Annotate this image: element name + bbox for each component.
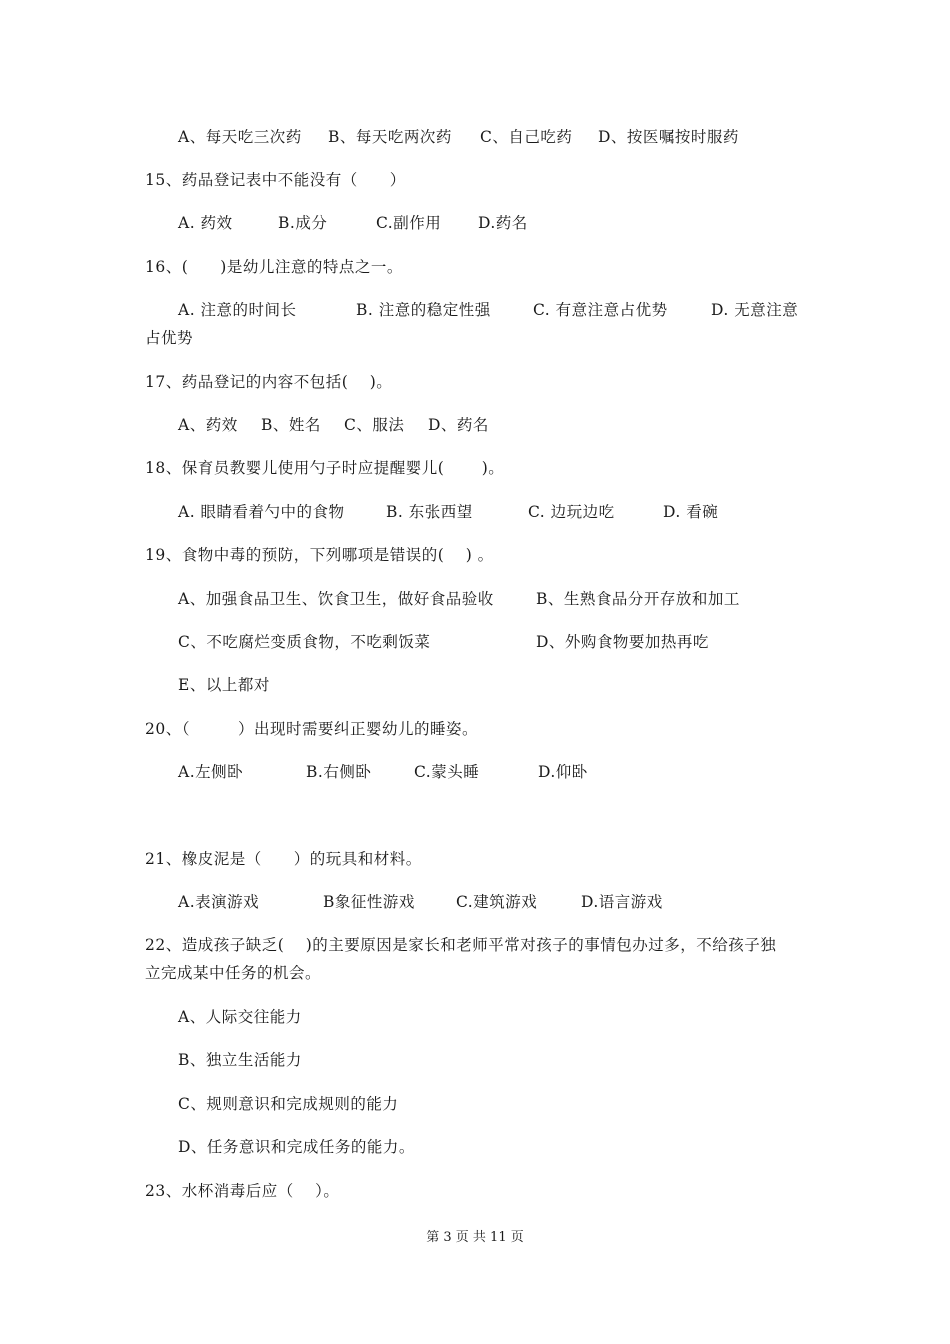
option: C.蒙头睡 <box>414 763 480 781</box>
option: C.建筑游戏 <box>456 893 538 911</box>
option: D. 无意注意 <box>711 301 799 319</box>
option: B. 注意的稳定性强 <box>356 301 491 319</box>
option: C、自己吃药 <box>480 128 573 146</box>
option: C、不吃腐烂变质食物，不吃剩饭菜 <box>178 633 431 651</box>
option: C. 有意注意占优势 <box>533 301 668 319</box>
option: C.副作用 <box>376 214 442 232</box>
option: C、规则意识和完成规则的能力 <box>178 1095 399 1113</box>
option: D、外购食物要加热再吃 <box>536 633 709 651</box>
question-stem: 16、( )是幼儿注意的特点之一。 <box>145 258 403 276</box>
question-stem: 20、（ ）出现时需要纠正婴幼儿的睡姿。 <box>145 720 478 738</box>
option: B、姓名 <box>261 416 321 434</box>
option: A. 眼睛看着勺中的食物 <box>178 503 345 521</box>
question-stem-wrap: 立完成某中任务的机会。 <box>145 964 322 982</box>
option: A、加强食品卫生、饮食卫生，做好食品验收 <box>178 590 494 608</box>
question-stem: 21、橡皮泥是（ ）的玩具和材料。 <box>145 850 422 868</box>
option: D. 看碗 <box>663 503 719 521</box>
option: B、生熟食品分开存放和加工 <box>536 590 740 608</box>
option: B. 东张西望 <box>386 503 473 521</box>
option: B、每天吃两次药 <box>328 128 452 146</box>
option: D、任务意识和完成任务的能力。 <box>178 1138 415 1156</box>
option: B.成分 <box>278 214 328 232</box>
option: C. 边玩边吃 <box>528 503 615 521</box>
option: A、每天吃三次药 <box>178 128 302 146</box>
page-footer: 第 3 页 共 11 页 <box>426 1230 524 1245</box>
option: A.表演游戏 <box>178 893 260 911</box>
option: B、独立生活能力 <box>178 1051 302 1069</box>
question-stem: 19、食物中毒的预防，下列哪项是错误的( ) 。 <box>145 546 494 564</box>
option: A. 注意的时间长 <box>178 301 297 319</box>
option: D.药名 <box>478 214 528 232</box>
option: B象征性游戏 <box>323 893 415 911</box>
question-stem: 15、药品登记表中不能没有（ ） <box>145 171 406 189</box>
option: A、人际交往能力 <box>178 1008 302 1026</box>
option: A. 药效 <box>178 214 233 232</box>
option: B.右侧卧 <box>306 763 372 781</box>
option-wrap: 占优势 <box>145 329 194 347</box>
option: E、以上都对 <box>178 676 270 694</box>
option: D、按医嘱按时服药 <box>598 128 739 146</box>
option: D.语言游戏 <box>581 893 663 911</box>
option: D、药名 <box>428 416 489 434</box>
question-stem: 18、保育员教婴儿使用勺子时应提醒婴儿( )。 <box>145 459 505 477</box>
option: A、药效 <box>178 416 238 434</box>
option: A.左侧卧 <box>178 763 244 781</box>
question-stem: 23、水杯消毒后应（ ）。 <box>145 1182 340 1200</box>
option: D.仰卧 <box>538 763 588 781</box>
question-stem: 17、药品登记的内容不包括( )。 <box>145 373 393 391</box>
option: C、服法 <box>344 416 405 434</box>
question-stem: 22、造成孩子缺乏( )的主要原因是家长和老师平常对孩子的事情包办过多，不给孩子独 <box>145 936 777 954</box>
